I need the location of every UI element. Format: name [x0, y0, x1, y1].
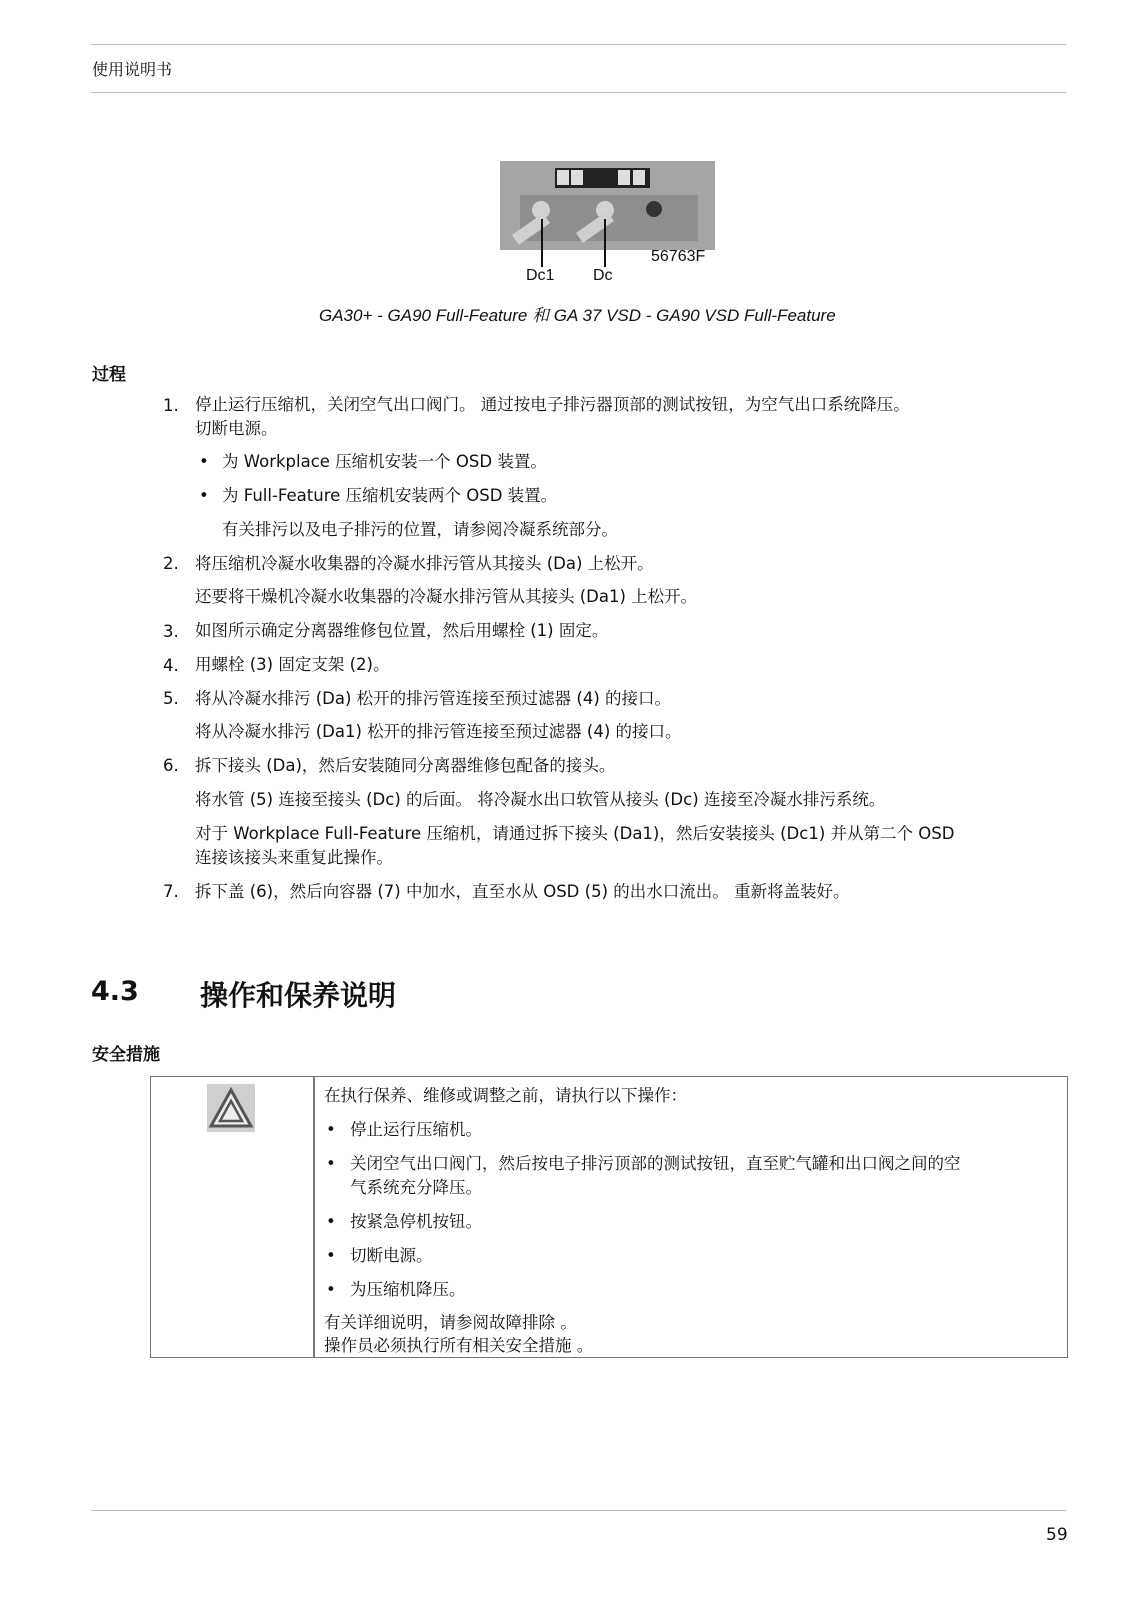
step-text: 拆下盖 (6)，然后向容器 (7) 中加水，直至水从 OSD (5) 的出水口流出。 重新将盖装好。 — [195, 882, 850, 901]
step-number: 4. — [163, 656, 179, 675]
safety-footer: 操作员必须执行所有相关安全措施 。 — [324, 1336, 594, 1355]
step-number: 6. — [163, 756, 179, 775]
step-text: 将压缩机冷凝水收集器的冷凝水排污管从其接头 (Da) 上松开。 — [195, 554, 654, 573]
step-note: 有关排污以及电子排污的位置，请参阅冷凝系统部分。 — [222, 520, 618, 539]
section-number: 4.3 — [91, 976, 139, 1007]
safety-bullet: 停止运行压缩机。 — [350, 1120, 482, 1139]
safety-table — [150, 1076, 1068, 1358]
step-bullet: 为 Workplace 压缩机安装一个 OSD 装置。 — [222, 452, 547, 471]
figure-code: 56763F — [651, 248, 706, 265]
bullet-dot: • — [326, 1246, 336, 1265]
label-dc1: Dc1 — [526, 267, 555, 284]
equipment-photo — [500, 161, 715, 250]
step-text: 如图所示确定分离器维修包位置，然后用螺栓 (1) 固定。 — [195, 621, 609, 640]
step-number: 3. — [163, 622, 179, 641]
step-text: 停止运行压缩机，关闭空气出口阀门。 通过按电子排污器顶部的测试按钮，为空气出口系统降压。 — [195, 395, 910, 414]
step-text: 将从冷凝水排污 (Da1) 松开的排污管连接至预过滤器 (4) 的接口。 — [195, 722, 682, 741]
bullet-dot: • — [199, 452, 209, 471]
page-number: 59 — [1046, 1525, 1068, 1545]
bullet-dot: • — [326, 1280, 336, 1299]
step-text: 切断电源。 — [195, 419, 278, 438]
step-text: 将水管 (5) 连接至接头 (Dc) 的后面。 将冷凝水出口软管从接头 (Dc) 连接至冷凝水排污系统。 — [195, 790, 886, 809]
safety-bullet: 气系统充分降压。 — [350, 1178, 482, 1197]
header-rule-top — [91, 44, 1066, 45]
safety-bullet: 关闭空气出口阀门，然后按电子排污顶部的测试按钮，直至贮气罐和出口阀之间的空 — [350, 1154, 961, 1173]
safety-bullet: 按紧急停机按钮。 — [350, 1212, 482, 1231]
procedure-heading: 过程 — [92, 365, 126, 385]
step-text: 还要将干燥机冷凝水收集器的冷凝水排污管从其接头 (Da1) 上松开。 — [195, 587, 698, 606]
step-bullet: 为 Full-Feature 压缩机安装两个 OSD 装置。 — [222, 486, 558, 505]
step-text: 对于 Workplace Full-Feature 压缩机，请通过拆下接头 (Da1)，然后安装接头 (Dc1) 并从第二个 OSD — [195, 824, 955, 843]
header-rule-bottom — [91, 92, 1066, 93]
section-title: 操作和保养说明 — [200, 979, 397, 1012]
step-number: 1. — [163, 396, 179, 415]
step-text: 用螺栓 (3) 固定支架 (2)。 — [195, 655, 390, 674]
safety-heading: 安全措施 — [92, 1045, 160, 1065]
step-number: 5. — [163, 689, 179, 708]
step-text: 将从冷凝水排污 (Da) 松开的排污管连接至预过滤器 (4) 的接口。 — [195, 689, 672, 708]
bullet-dot: • — [199, 486, 209, 505]
footer-rule — [91, 1510, 1066, 1511]
safety-footer: 有关详细说明，请参阅故障排除 。 — [324, 1313, 577, 1332]
step-number: 2. — [163, 554, 179, 573]
step-number: 7. — [163, 882, 179, 901]
table-divider — [313, 1077, 315, 1357]
safety-intro: 在执行保养、维修或调整之前，请执行以下操作： — [324, 1086, 687, 1105]
figure — [500, 161, 718, 286]
bullet-dot: • — [326, 1154, 336, 1173]
safety-bullet: 为压缩机降压。 — [350, 1280, 466, 1299]
label-dc: Dc — [593, 267, 613, 284]
safety-bullet: 切断电源。 — [350, 1246, 433, 1265]
header-title: 使用说明书 — [92, 60, 173, 79]
figure-caption: GA30+ - GA90 Full-Feature 和 GA 37 VSD - GA90 VSD Full-Feature — [319, 306, 836, 325]
warning-triangle-icon — [207, 1084, 255, 1132]
step-text: 拆下接头 (Da)，然后安装随同分离器维修包配备的接头。 — [195, 756, 616, 775]
step-text: 连接该接头来重复此操作。 — [195, 848, 393, 867]
bullet-dot: • — [326, 1212, 336, 1231]
bullet-dot: • — [326, 1120, 336, 1139]
